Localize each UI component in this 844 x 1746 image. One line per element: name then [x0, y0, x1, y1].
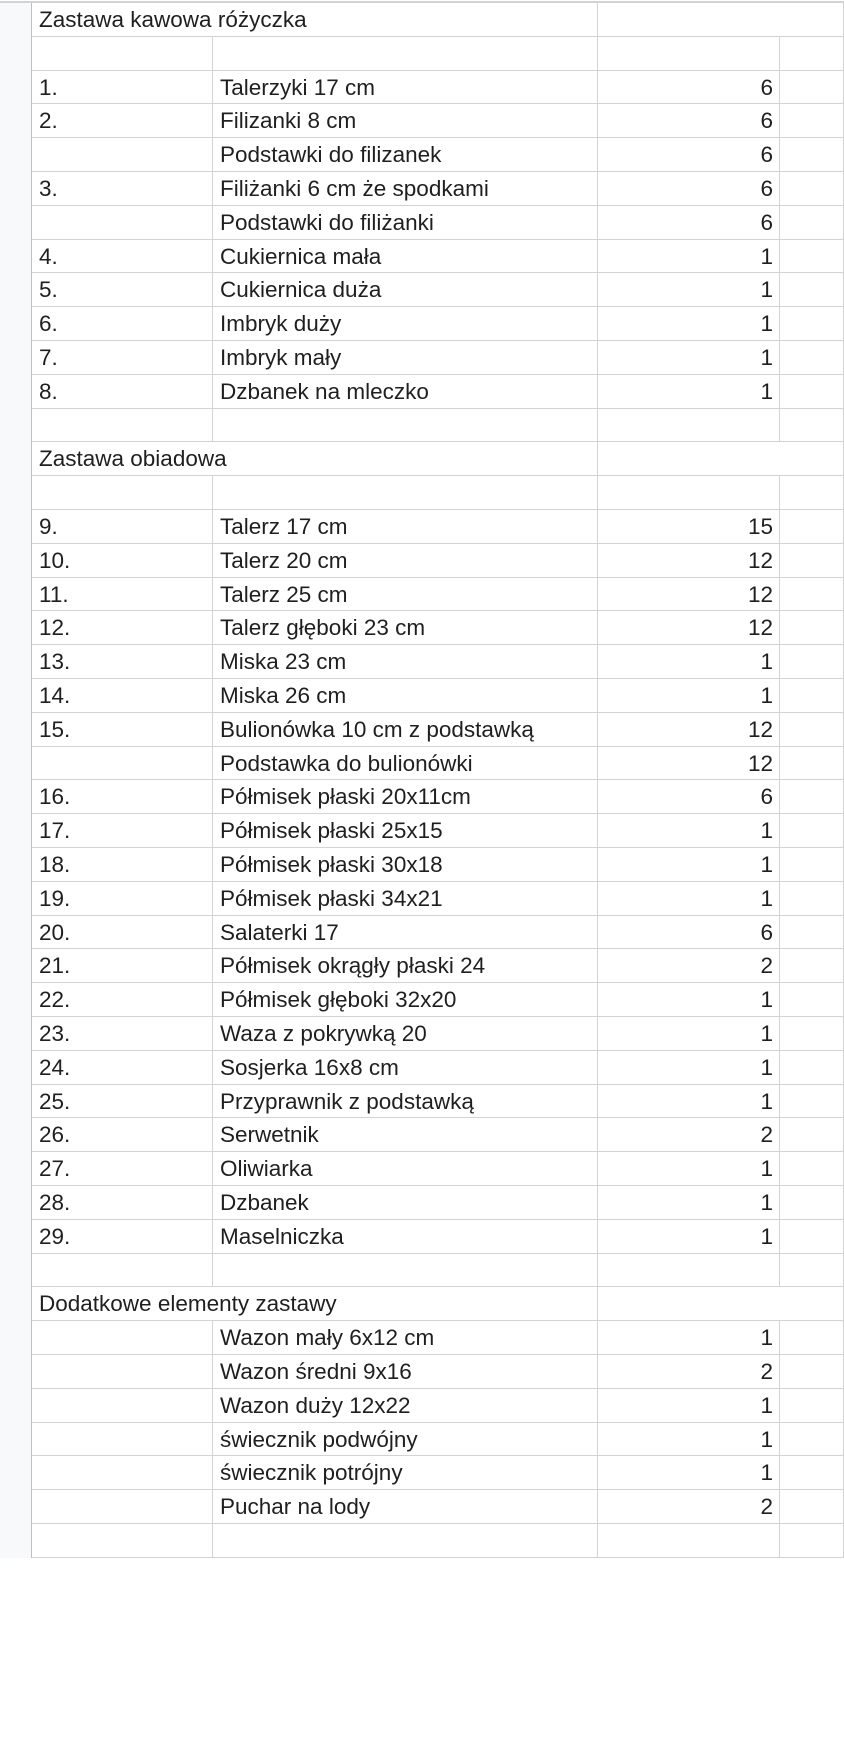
item-number-cell[interactable]: 8. — [32, 375, 213, 409]
cell-d[interactable] — [780, 1524, 844, 1558]
item-number-cell[interactable]: 17. — [32, 814, 213, 848]
item-number-cell[interactable]: 1. — [32, 71, 213, 105]
cell-d[interactable] — [780, 916, 844, 950]
cell-a[interactable] — [32, 476, 213, 510]
table-row — [0, 1355, 844, 1389]
cell-c[interactable] — [598, 37, 780, 71]
item-number-cell[interactable]: 11. — [32, 578, 213, 612]
item-name-cell[interactable]: Wazon duży 12x22 — [213, 1389, 598, 1423]
item-name-cell[interactable]: Podstawka do bulionówki — [213, 747, 598, 781]
item-number-cell[interactable] — [32, 1389, 213, 1423]
row-header[interactable] — [0, 1423, 32, 1457]
cell-d[interactable] — [780, 544, 844, 578]
item-quantity-cell[interactable]: 1 — [598, 307, 780, 341]
item-name-cell[interactable]: Półmisek płaski 25x15 — [213, 814, 598, 848]
row-header[interactable] — [0, 172, 32, 206]
item-name-cell[interactable]: świecznik potrójny — [213, 1456, 598, 1490]
item-name-cell[interactable]: Filizanki 8 cm — [213, 104, 598, 138]
item-number-cell[interactable]: 18. — [32, 848, 213, 882]
cell-d[interactable] — [780, 848, 844, 882]
cell-d[interactable] — [780, 1355, 844, 1389]
cell-c[interactable] — [598, 409, 780, 443]
item-name-cell[interactable]: Cukiernica duża — [213, 273, 598, 307]
item-name-cell[interactable]: Półmisek głęboki 32x20 — [213, 983, 598, 1017]
cell-b[interactable] — [213, 1524, 598, 1558]
item-name-cell[interactable]: Waza z pokrywką 20 — [213, 1017, 598, 1051]
item-number-cell[interactable]: 28. — [32, 1186, 213, 1220]
section-title-cell[interactable]: Zastawa kawowa różyczka — [32, 3, 213, 37]
row-header[interactable] — [0, 679, 32, 713]
item-number-cell[interactable]: 24. — [32, 1051, 213, 1085]
item-number-cell[interactable]: 25. — [32, 1085, 213, 1119]
item-quantity-cell[interactable]: 12 — [598, 611, 780, 645]
table-row — [0, 273, 844, 307]
cell-d[interactable] — [780, 1118, 844, 1152]
cell-d[interactable] — [780, 645, 844, 679]
item-name-cell[interactable]: Miska 26 cm — [213, 679, 598, 713]
table-row — [0, 1321, 844, 1355]
grid-top-border — [0, 1, 844, 3]
item-name-cell[interactable]: Podstawki do filizanek — [213, 138, 598, 172]
item-name-cell[interactable]: Miska 23 cm — [213, 645, 598, 679]
cell-b[interactable] — [213, 409, 598, 443]
item-number-cell[interactable]: 6. — [32, 307, 213, 341]
cell-d[interactable] — [780, 1186, 844, 1220]
table-row — [0, 949, 844, 983]
cell-c[interactable] — [598, 1524, 780, 1558]
item-name-cell[interactable]: Bulionówka 10 cm z podstawką — [213, 713, 598, 747]
table-row — [0, 375, 844, 409]
item-number-cell[interactable]: 19. — [32, 882, 213, 916]
cell-b[interactable] — [213, 1287, 598, 1321]
item-name-cell[interactable]: Serwetnik — [213, 1118, 598, 1152]
item-quantity-cell[interactable]: 1 — [598, 1456, 780, 1490]
cell-d[interactable] — [780, 1423, 844, 1457]
cell-d[interactable] — [780, 747, 844, 781]
row-header[interactable] — [0, 1490, 32, 1524]
row-header[interactable] — [0, 510, 32, 544]
table-row — [0, 713, 844, 747]
row-header[interactable] — [0, 1220, 32, 1254]
item-quantity-cell[interactable]: 6 — [598, 71, 780, 105]
empty-row — [0, 1254, 844, 1288]
table-row — [0, 916, 844, 950]
table-row — [0, 1118, 844, 1152]
row-header[interactable] — [0, 341, 32, 375]
item-quantity-cell[interactable]: 1 — [598, 1423, 780, 1457]
cell-c[interactable] — [598, 442, 780, 476]
cell-d[interactable] — [780, 1220, 844, 1254]
table-row — [0, 1389, 844, 1423]
item-quantity-cell[interactable]: 2 — [598, 1355, 780, 1389]
item-quantity-cell[interactable]: 12 — [598, 578, 780, 612]
row-header[interactable] — [0, 1287, 32, 1321]
cell-d[interactable] — [780, 341, 844, 375]
row-header[interactable] — [0, 375, 32, 409]
item-quantity-cell[interactable]: 1 — [598, 1321, 780, 1355]
cell-d[interactable] — [780, 949, 844, 983]
row-header[interactable] — [0, 814, 32, 848]
item-quantity-cell[interactable]: 2 — [598, 1118, 780, 1152]
item-name-cell[interactable]: Maselniczka — [213, 1220, 598, 1254]
item-number-cell[interactable]: 16. — [32, 780, 213, 814]
row-header[interactable] — [0, 713, 32, 747]
item-name-cell[interactable]: Podstawki do filiżanki — [213, 206, 598, 240]
item-name-cell[interactable]: Półmisek płaski 34x21 — [213, 882, 598, 916]
item-number-cell[interactable]: 20. — [32, 916, 213, 950]
item-quantity-cell[interactable]: 1 — [598, 1389, 780, 1423]
cell-d[interactable] — [780, 1287, 844, 1321]
item-name-cell[interactable]: Sosjerka 16x8 cm — [213, 1051, 598, 1085]
cell-d[interactable] — [780, 307, 844, 341]
item-number-cell[interactable] — [32, 138, 213, 172]
row-header[interactable] — [0, 1456, 32, 1490]
item-number-cell[interactable]: 12. — [32, 611, 213, 645]
cell-d[interactable] — [780, 206, 844, 240]
section-title-cell[interactable]: Zastawa obiadowa — [32, 442, 213, 476]
section-header-row — [0, 3, 844, 37]
cell-d[interactable] — [780, 1321, 844, 1355]
row-header[interactable] — [0, 138, 32, 172]
row-header[interactable] — [0, 307, 32, 341]
cell-d[interactable] — [780, 138, 844, 172]
table-row — [0, 510, 844, 544]
table-row — [0, 780, 844, 814]
row-header[interactable] — [0, 409, 32, 443]
row-header[interactable] — [0, 1355, 32, 1389]
row-header[interactable] — [0, 1186, 32, 1220]
item-number-cell[interactable] — [32, 747, 213, 781]
item-quantity-cell[interactable]: 1 — [598, 679, 780, 713]
item-number-cell[interactable] — [32, 1423, 213, 1457]
row-header[interactable] — [0, 747, 32, 781]
empty-row — [0, 1524, 844, 1558]
item-name-cell[interactable]: Imbryk mały — [213, 341, 598, 375]
item-quantity-cell[interactable]: 6 — [598, 206, 780, 240]
row-header[interactable] — [0, 476, 32, 510]
item-name-cell[interactable]: Półmisek płaski 20x11cm — [213, 780, 598, 814]
item-number-cell[interactable]: 13. — [32, 645, 213, 679]
table-row — [0, 307, 844, 341]
row-header[interactable] — [0, 1118, 32, 1152]
item-quantity-cell[interactable]: 12 — [598, 713, 780, 747]
item-number-cell[interactable] — [32, 1321, 213, 1355]
item-quantity-cell[interactable]: 12 — [598, 747, 780, 781]
item-quantity-cell[interactable]: 2 — [598, 949, 780, 983]
table-row — [0, 578, 844, 612]
row-header[interactable] — [0, 1524, 32, 1558]
cell-c[interactable] — [598, 476, 780, 510]
table-row — [0, 341, 844, 375]
table-row — [0, 1085, 844, 1119]
item-quantity-cell[interactable]: 6 — [598, 916, 780, 950]
cell-d[interactable] — [780, 442, 844, 476]
item-name-cell[interactable]: Talerz głęboki 23 cm — [213, 611, 598, 645]
item-quantity-cell[interactable]: 6 — [598, 172, 780, 206]
cell-d[interactable] — [780, 983, 844, 1017]
cell-d[interactable] — [780, 780, 844, 814]
section-title-cell[interactable]: Dodatkowe elementy zastawy — [32, 1287, 213, 1321]
table-row — [0, 206, 844, 240]
item-number-cell[interactable] — [32, 1355, 213, 1389]
item-number-cell[interactable]: 10. — [32, 544, 213, 578]
cell-d[interactable] — [780, 814, 844, 848]
cell-d[interactable] — [780, 240, 844, 274]
item-quantity-cell[interactable]: 1 — [598, 273, 780, 307]
cell-c[interactable] — [598, 1287, 780, 1321]
cell-c[interactable] — [598, 3, 780, 37]
item-name-cell[interactable]: Puchar na lody — [213, 1490, 598, 1524]
item-quantity-cell[interactable]: 1 — [598, 1186, 780, 1220]
item-number-cell[interactable]: 5. — [32, 273, 213, 307]
item-number-cell[interactable]: 23. — [32, 1017, 213, 1051]
row-header[interactable] — [0, 983, 32, 1017]
cell-d[interactable] — [780, 37, 844, 71]
row-header[interactable] — [0, 1321, 32, 1355]
item-quantity-cell[interactable]: 1 — [598, 1017, 780, 1051]
item-number-cell[interactable]: 15. — [32, 713, 213, 747]
item-name-cell[interactable]: Dzbanek — [213, 1186, 598, 1220]
cell-d[interactable] — [780, 273, 844, 307]
item-number-cell[interactable]: 21. — [32, 949, 213, 983]
table-row — [0, 747, 844, 781]
item-name-cell[interactable]: Talerz 20 cm — [213, 544, 598, 578]
item-name-cell[interactable]: Półmisek płaski 30x18 — [213, 848, 598, 882]
item-name-cell[interactable]: Talerz 17 cm — [213, 510, 598, 544]
table-row — [0, 645, 844, 679]
table-row — [0, 611, 844, 645]
table-row — [0, 71, 844, 105]
row-header[interactable] — [0, 273, 32, 307]
item-quantity-cell[interactable]: 1 — [598, 848, 780, 882]
table-row — [0, 172, 844, 206]
cell-a[interactable] — [32, 37, 213, 71]
item-number-cell[interactable]: 27. — [32, 1152, 213, 1186]
item-quantity-cell[interactable]: 1 — [598, 814, 780, 848]
item-quantity-cell[interactable]: 1 — [598, 983, 780, 1017]
item-number-cell[interactable]: 7. — [32, 341, 213, 375]
empty-row — [0, 476, 844, 510]
row-header[interactable] — [0, 1152, 32, 1186]
cell-d[interactable] — [780, 1254, 844, 1288]
row-header[interactable] — [0, 848, 32, 882]
empty-row — [0, 37, 844, 71]
item-number-cell[interactable]: 22. — [32, 983, 213, 1017]
item-quantity-cell[interactable]: 12 — [598, 544, 780, 578]
item-name-cell[interactable]: Wazon mały 6x12 cm — [213, 1321, 598, 1355]
cell-d[interactable] — [780, 679, 844, 713]
cell-d[interactable] — [780, 578, 844, 612]
cell-d[interactable] — [780, 1085, 844, 1119]
item-number-cell[interactable]: 9. — [32, 510, 213, 544]
cell-d[interactable] — [780, 3, 844, 37]
row-header[interactable] — [0, 1389, 32, 1423]
row-header[interactable] — [0, 544, 32, 578]
cell-d[interactable] — [780, 1051, 844, 1085]
item-quantity-cell[interactable]: 6 — [598, 104, 780, 138]
item-quantity-cell[interactable]: 6 — [598, 780, 780, 814]
item-name-cell[interactable]: Wazon średni 9x16 — [213, 1355, 598, 1389]
cell-d[interactable] — [780, 172, 844, 206]
row-header[interactable] — [0, 1017, 32, 1051]
item-name-cell[interactable]: Oliwiarka — [213, 1152, 598, 1186]
cell-d[interactable] — [780, 1152, 844, 1186]
table-row — [0, 104, 844, 138]
table-row — [0, 1456, 844, 1490]
table-row — [0, 814, 844, 848]
row-header[interactable] — [0, 442, 32, 476]
item-number-cell[interactable]: 2. — [32, 104, 213, 138]
item-name-cell[interactable]: Półmisek okrągły płaski 24 — [213, 949, 598, 983]
item-quantity-cell[interactable]: 1 — [598, 341, 780, 375]
cell-d[interactable] — [780, 1456, 844, 1490]
table-row — [0, 679, 844, 713]
empty-row — [0, 409, 844, 443]
item-quantity-cell[interactable]: 1 — [598, 1220, 780, 1254]
item-number-cell[interactable]: 14. — [32, 679, 213, 713]
item-quantity-cell[interactable]: 2 — [598, 1490, 780, 1524]
cell-d[interactable] — [780, 1490, 844, 1524]
row-header[interactable] — [0, 104, 32, 138]
row-header[interactable] — [0, 240, 32, 274]
table-row — [0, 1490, 844, 1524]
row-header[interactable] — [0, 882, 32, 916]
cell-d[interactable] — [780, 1389, 844, 1423]
row-header[interactable] — [0, 949, 32, 983]
table-row — [0, 1017, 844, 1051]
row-header[interactable] — [0, 780, 32, 814]
table-row — [0, 882, 844, 916]
cell-d[interactable] — [780, 375, 844, 409]
row-header[interactable] — [0, 578, 32, 612]
cell-d[interactable] — [780, 1017, 844, 1051]
item-quantity-cell[interactable]: 1 — [598, 375, 780, 409]
table-row — [0, 983, 844, 1017]
table-row — [0, 1423, 844, 1457]
item-quantity-cell[interactable]: 1 — [598, 645, 780, 679]
item-quantity-cell[interactable]: 1 — [598, 882, 780, 916]
item-number-cell[interactable] — [32, 1490, 213, 1524]
row-header[interactable] — [0, 1051, 32, 1085]
item-name-cell[interactable]: Filiżanki 6 cm że spodkami — [213, 172, 598, 206]
table-row — [0, 544, 844, 578]
cell-d[interactable] — [780, 510, 844, 544]
row-header[interactable] — [0, 645, 32, 679]
item-quantity-cell[interactable]: 1 — [598, 240, 780, 274]
cell-d[interactable] — [780, 104, 844, 138]
item-number-cell[interactable]: 29. — [32, 1220, 213, 1254]
row-header[interactable] — [0, 3, 32, 37]
row-header[interactable] — [0, 1254, 32, 1288]
cell-b[interactable] — [213, 442, 598, 476]
table-row — [0, 240, 844, 274]
item-quantity-cell[interactable]: 15 — [598, 510, 780, 544]
item-name-cell[interactable]: Talerzyki 17 cm — [213, 71, 598, 105]
item-quantity-cell[interactable]: 1 — [598, 1152, 780, 1186]
item-quantity-cell[interactable]: 1 — [598, 1085, 780, 1119]
row-header[interactable] — [0, 206, 32, 240]
item-number-cell[interactable]: 26. — [32, 1118, 213, 1152]
cell-d[interactable] — [780, 476, 844, 510]
item-quantity-cell[interactable]: 6 — [598, 138, 780, 172]
item-name-cell[interactable]: świecznik podwójny — [213, 1423, 598, 1457]
cell-a[interactable] — [32, 1524, 213, 1558]
row-header[interactable] — [0, 1085, 32, 1119]
row-header[interactable] — [0, 916, 32, 950]
section-header-row — [0, 442, 844, 476]
item-quantity-cell[interactable]: 1 — [598, 1051, 780, 1085]
cell-d[interactable] — [780, 409, 844, 443]
table-row — [0, 138, 844, 172]
table-row — [0, 1051, 844, 1085]
cell-d[interactable] — [780, 882, 844, 916]
cell-d[interactable] — [780, 713, 844, 747]
table-row — [0, 1186, 844, 1220]
cell-b[interactable] — [213, 476, 598, 510]
row-header[interactable] — [0, 37, 32, 71]
cell-c[interactable] — [598, 1254, 780, 1288]
item-number-cell[interactable] — [32, 206, 213, 240]
item-name-cell[interactable]: Przyprawnik z podstawką — [213, 1085, 598, 1119]
row-header[interactable] — [0, 611, 32, 645]
item-name-cell[interactable]: Dzbanek na mleczko — [213, 375, 598, 409]
section-header-row — [0, 1287, 844, 1321]
item-name-cell[interactable]: Imbryk duży — [213, 307, 598, 341]
item-number-cell[interactable]: 3. — [32, 172, 213, 206]
table-row — [0, 1220, 844, 1254]
cell-d[interactable] — [780, 71, 844, 105]
row-header[interactable] — [0, 71, 32, 105]
item-name-cell[interactable]: Cukiernica mała — [213, 240, 598, 274]
item-name-cell[interactable]: Talerz 25 cm — [213, 578, 598, 612]
item-number-cell[interactable]: 4. — [32, 240, 213, 274]
cell-a[interactable] — [32, 1254, 213, 1288]
item-name-cell[interactable]: Salaterki 17 — [213, 916, 598, 950]
cell-a[interactable] — [32, 409, 213, 443]
table-row — [0, 1152, 844, 1186]
cell-b[interactable] — [213, 37, 598, 71]
item-number-cell[interactable] — [32, 1456, 213, 1490]
table-row — [0, 848, 844, 882]
cell-b[interactable] — [213, 1254, 598, 1288]
cell-b[interactable] — [213, 3, 598, 37]
cell-d[interactable] — [780, 611, 844, 645]
